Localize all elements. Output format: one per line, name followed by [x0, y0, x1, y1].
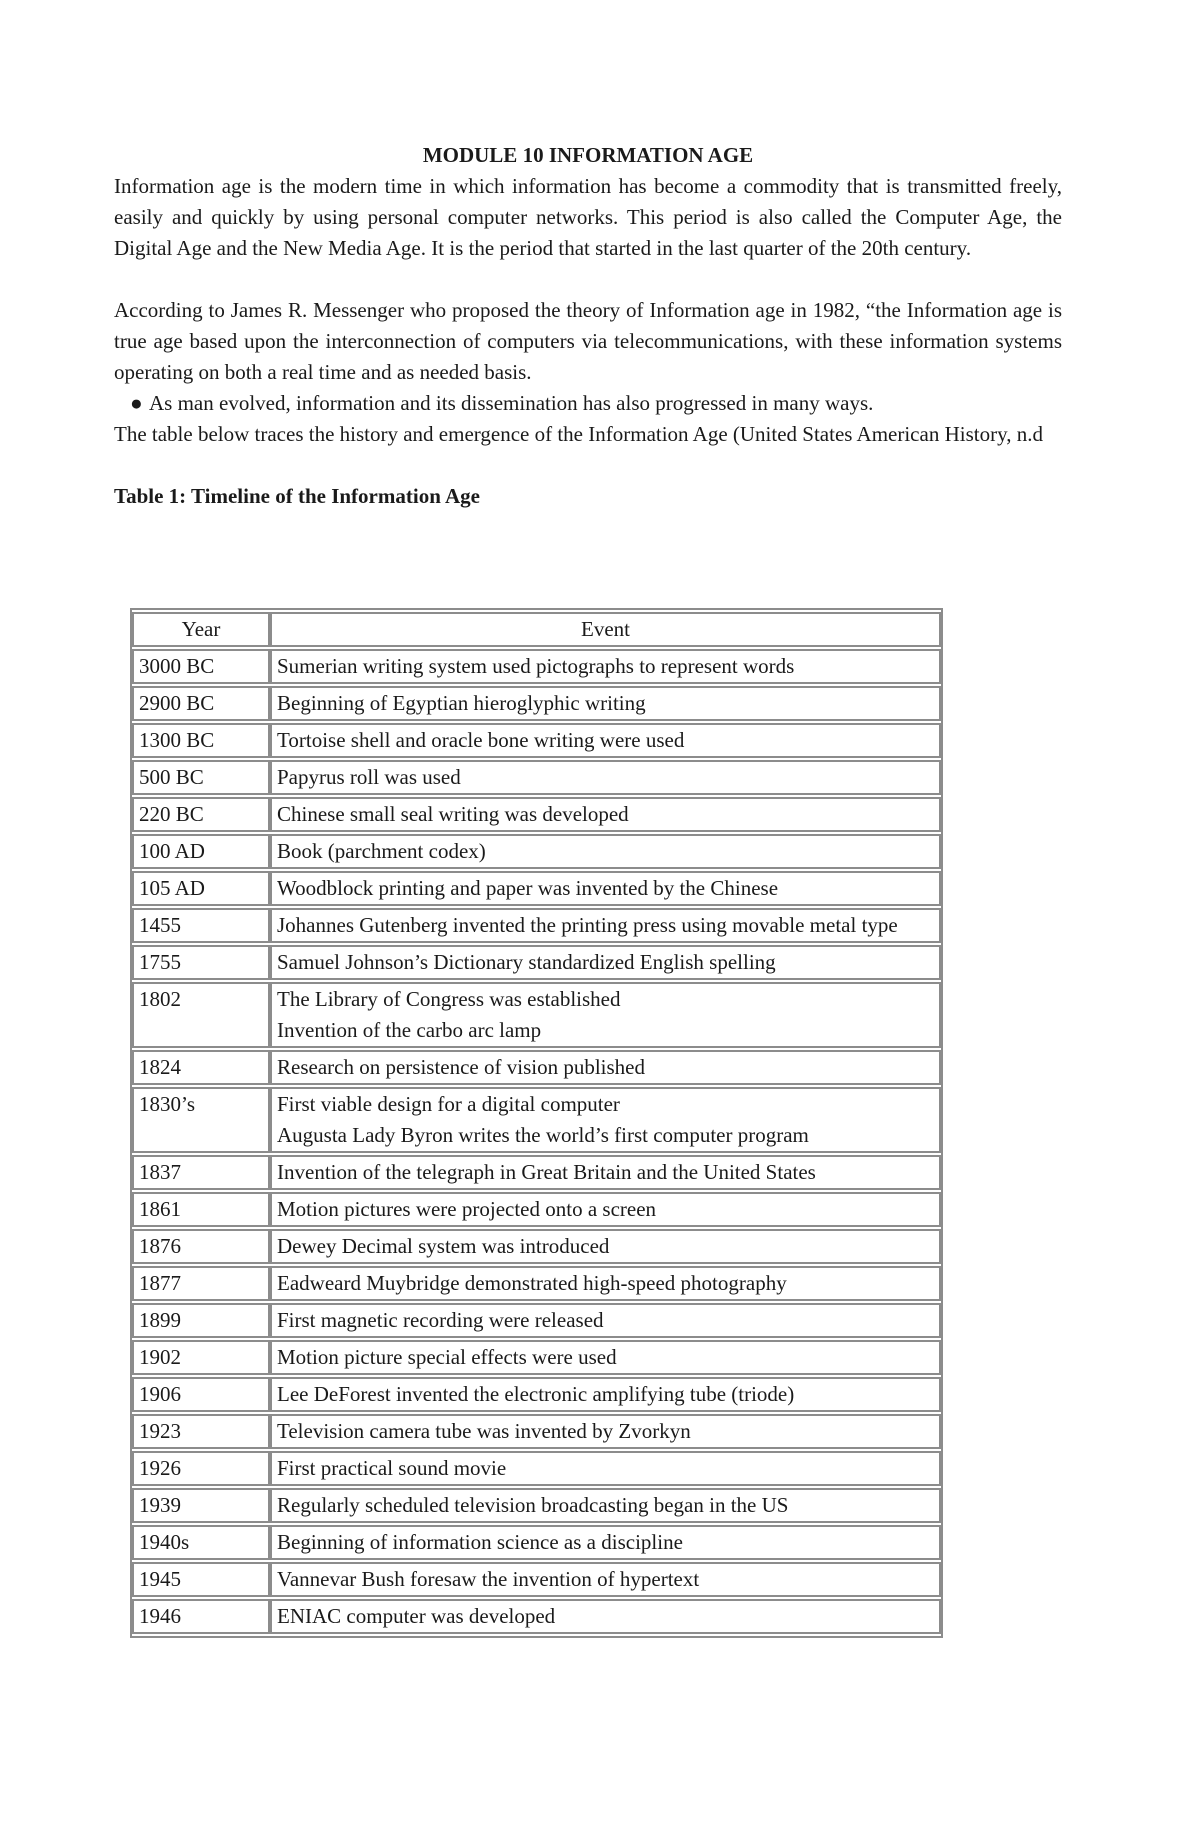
- event-cell: [270, 1155, 941, 1190]
- year-cell: 1946: [132, 1599, 270, 1634]
- table-row: [132, 1087, 941, 1153]
- bullet-text: As man evolved, information and its dissemination has also progressed in many ways.: [149, 391, 874, 415]
- event-cell: [270, 1525, 941, 1560]
- event-text: Woodblock printing and paper was invented by the Chinese: [277, 876, 779, 900]
- year-cell: 3000 BC: [132, 649, 270, 684]
- year-cell: 1861: [132, 1192, 270, 1227]
- year-column-header: Year: [132, 612, 270, 647]
- bullet-item: [114, 388, 1062, 419]
- table-row: [132, 834, 941, 869]
- event-text: Lee DeForest invented the electronic amplifying tube (triode): [277, 1382, 795, 1406]
- event-cell: [270, 1266, 941, 1301]
- event-cell: [270, 1229, 941, 1264]
- event-text: Beginning of information science as a discipline: [277, 1530, 683, 1554]
- event-text: Augusta Lady Byron writes the world’s first computer program: [277, 1123, 809, 1147]
- event-cell: [270, 1050, 941, 1085]
- year-cell: 1923: [132, 1414, 270, 1449]
- year-cell: 1939: [132, 1488, 270, 1523]
- event-text: Invention of the telegraph in Great Britain and the United States: [277, 1160, 816, 1184]
- table-row: [132, 1451, 941, 1486]
- year-cell: 1945: [132, 1562, 270, 1597]
- table-header-row: [132, 612, 941, 647]
- document-body: [114, 140, 1062, 512]
- event-cell: [270, 760, 941, 795]
- year-cell: 1802: [132, 982, 270, 1048]
- event-cell: [270, 1599, 941, 1634]
- year-cell: 1830’s: [132, 1087, 270, 1153]
- table-row: [132, 1562, 941, 1597]
- event-cell: [270, 908, 941, 943]
- table-row: [132, 1414, 941, 1449]
- event-text: First viable design for a digital computer: [277, 1092, 620, 1116]
- table-row: [132, 1050, 941, 1085]
- year-cell: 1940s: [132, 1525, 270, 1560]
- event-text: Sumerian writing system used pictographs to represent words: [277, 654, 795, 678]
- event-cell: [270, 1087, 941, 1153]
- event-text: First magnetic recording were released: [277, 1308, 604, 1332]
- event-text: ENIAC computer was developed: [277, 1604, 556, 1628]
- timeline-table: [130, 608, 943, 1638]
- year-cell: 1899: [132, 1303, 270, 1338]
- table-row: [132, 723, 941, 758]
- event-cell: [270, 871, 941, 906]
- year-cell: 500 BC: [132, 760, 270, 795]
- event-text: Beginning of Egyptian hieroglyphic writing: [277, 691, 646, 715]
- table-row: [132, 1377, 941, 1412]
- event-cell: [270, 945, 941, 980]
- event-text: Television camera tube was invented by Zvorkyn: [277, 1419, 691, 1443]
- table-row: [132, 1192, 941, 1227]
- event-text: The Library of Congress was established: [277, 987, 621, 1011]
- table-row: [132, 1599, 941, 1634]
- year-cell: 220 BC: [132, 797, 270, 832]
- event-text: Motion pictures were projected onto a screen: [277, 1197, 657, 1221]
- year-cell: 1906: [132, 1377, 270, 1412]
- table-row: [132, 1340, 941, 1375]
- event-text: Dewey Decimal system was introduced: [277, 1234, 610, 1258]
- event-cell: [270, 1340, 941, 1375]
- event-text: Samuel Johnson’s Dictionary standardized English spelling: [277, 950, 776, 974]
- paragraph-spacer: [114, 264, 1062, 295]
- year-cell: 1876: [132, 1229, 270, 1264]
- year-cell: 1300 BC: [132, 723, 270, 758]
- event-cell: [270, 797, 941, 832]
- table-row: [132, 1303, 941, 1338]
- table-row: [132, 797, 941, 832]
- messenger-paragraph: According to James R. Messenger who proposed the theory of Information age in 1982, “the Information age is true age based upon the interconnection of computers via telecommunications, with these information systems operating on both a real time and as needed basis.: [114, 298, 1062, 384]
- table-row: [132, 871, 941, 906]
- table-row: [132, 908, 941, 943]
- table-intro-paragraph: The table below traces the history and emergence of the Information Age (United States American History, n.d: [114, 422, 1043, 446]
- table-row: [132, 649, 941, 684]
- event-cell: [270, 1562, 941, 1597]
- table-caption: Table 1: Timeline of the Information Age: [114, 484, 480, 508]
- event-column-header: Event: [270, 612, 941, 647]
- table-row: [132, 686, 941, 721]
- table-row: [132, 982, 941, 1048]
- timeline-table-body: [132, 649, 941, 1634]
- table-row: [132, 760, 941, 795]
- event-cell: [270, 1488, 941, 1523]
- event-text: Papyrus roll was used: [277, 765, 461, 789]
- table-row: [132, 1525, 941, 1560]
- table-row: [132, 1488, 941, 1523]
- year-cell: 1455: [132, 908, 270, 943]
- table-row: [132, 1266, 941, 1301]
- year-cell: 2900 BC: [132, 686, 270, 721]
- event-cell: [270, 1377, 941, 1412]
- year-cell: 1755: [132, 945, 270, 980]
- event-cell: [270, 649, 941, 684]
- document-title: MODULE 10 INFORMATION AGE: [422, 143, 754, 167]
- event-text: Book (parchment codex): [277, 839, 486, 863]
- bullet-icon: ●: [130, 391, 143, 415]
- event-text: First practical sound movie: [277, 1456, 507, 1480]
- event-text: Regularly scheduled television broadcasting began in the US: [277, 1493, 789, 1517]
- event-text: Motion picture special effects were used: [277, 1345, 617, 1369]
- table-row: [132, 1155, 941, 1190]
- event-text: Vannevar Bush foresaw the invention of hypertext: [277, 1567, 700, 1591]
- paragraph-spacer: [114, 450, 1062, 481]
- table-row: [132, 1229, 941, 1264]
- year-cell: 1902: [132, 1340, 270, 1375]
- event-text: Chinese small seal writing was developed: [277, 802, 629, 826]
- event-text: Eadweard Muybridge demonstrated high-speed photography: [277, 1271, 787, 1295]
- event-text: Tortoise shell and oracle bone writing were used: [277, 728, 685, 752]
- event-cell: [270, 1414, 941, 1449]
- year-cell: 1824: [132, 1050, 270, 1085]
- event-text: Research on persistence of vision published: [277, 1055, 645, 1079]
- table-row: [132, 945, 941, 980]
- year-cell: 1837: [132, 1155, 270, 1190]
- event-cell: [270, 982, 941, 1048]
- event-cell: [270, 1192, 941, 1227]
- year-cell: 105 AD: [132, 871, 270, 906]
- event-cell: [270, 834, 941, 869]
- event-text: Invention of the carbo arc lamp: [277, 1018, 542, 1042]
- event-text: Johannes Gutenberg invented the printing press using movable metal type: [277, 913, 898, 937]
- year-cell: 1926: [132, 1451, 270, 1486]
- event-cell: [270, 686, 941, 721]
- event-cell: [270, 1303, 941, 1338]
- intro-paragraph: Information age is the modern time in which information has become a commodity that is transmitted freely, easily and quickly by using personal computer networks. This period is also called the Computer Age, the Digital Age and the New Media Age. It is the period that started in the last quarter of the 20th century.: [114, 174, 1062, 260]
- year-cell: 1877: [132, 1266, 270, 1301]
- event-cell: [270, 1451, 941, 1486]
- year-cell: 100 AD: [132, 834, 270, 869]
- event-cell: [270, 723, 941, 758]
